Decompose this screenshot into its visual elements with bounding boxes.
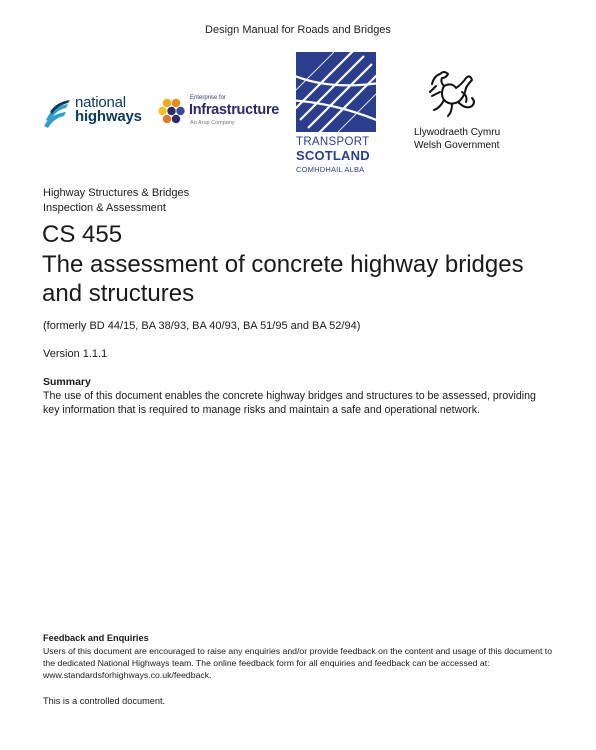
infrastructure-small-text: Enterprise for xyxy=(190,95,227,101)
summary-body: The use of this document enables the concrete highway bridges and structures to be assessed, providing key information that is required to manage risks and maintain a safe and operational network. xyxy=(43,390,536,416)
national-highways-logo xyxy=(42,96,152,130)
category-line2: Inspection & Assessment xyxy=(43,202,166,214)
national-highways-mark-icon xyxy=(42,98,72,128)
national-highways-line1: national xyxy=(75,94,126,111)
manual-header: Design Manual for Roads and Bridges xyxy=(205,24,391,36)
national-highways-wordmark xyxy=(75,96,142,124)
feedback-heading: Feedback and Enquiries xyxy=(43,633,149,643)
transport-scotland-logo xyxy=(296,52,376,182)
transport-scotland-line2: SCOTLAND xyxy=(296,148,370,163)
version-label: Version 1.1.1 xyxy=(43,348,108,360)
national-highways-line2: highways xyxy=(75,108,142,125)
welsh-dragon-icon xyxy=(422,66,478,122)
welsh-government-line1: Llywodraeth Cymru xyxy=(414,127,501,138)
infrastructure-subtext: An Arup Company xyxy=(190,120,235,126)
summary-heading: Summary xyxy=(43,376,91,388)
welsh-government-line2: Welsh Government xyxy=(414,140,500,151)
hexagon-cluster-icon xyxy=(158,97,186,127)
document-title: The assessment of concrete highway bridges and structures xyxy=(42,251,524,307)
document-code: CS 455 xyxy=(42,221,123,248)
transport-scotland-line1: TRANSPORT xyxy=(296,136,370,148)
infrastructure-wordmark: Infrastructure xyxy=(189,102,280,118)
controlled-document-note: This is a controlled document. xyxy=(43,696,166,706)
category-line1: Highway Structures & Bridges xyxy=(43,187,190,199)
infrastructure-logo xyxy=(158,94,282,130)
transport-scotland-mark-icon xyxy=(296,52,376,132)
feedback-body: Users of this document are encouraged to raise any enquiries and/or provide feedback on the content and usage of this document to the dedicated National Highways team. The online feedback form for all enquiries and feedback can be accessed at: www.standardsforhighways.co.uk/feedback. xyxy=(43,646,553,681)
welsh-government-logo xyxy=(408,66,508,156)
transport-scotland-line3: COMHDHAIL ALBA xyxy=(296,165,365,174)
formerly-note: (formerly BD 44/15, BA 38/93, BA 40/93, BA 51/95 and BA 52/94) xyxy=(43,320,361,332)
